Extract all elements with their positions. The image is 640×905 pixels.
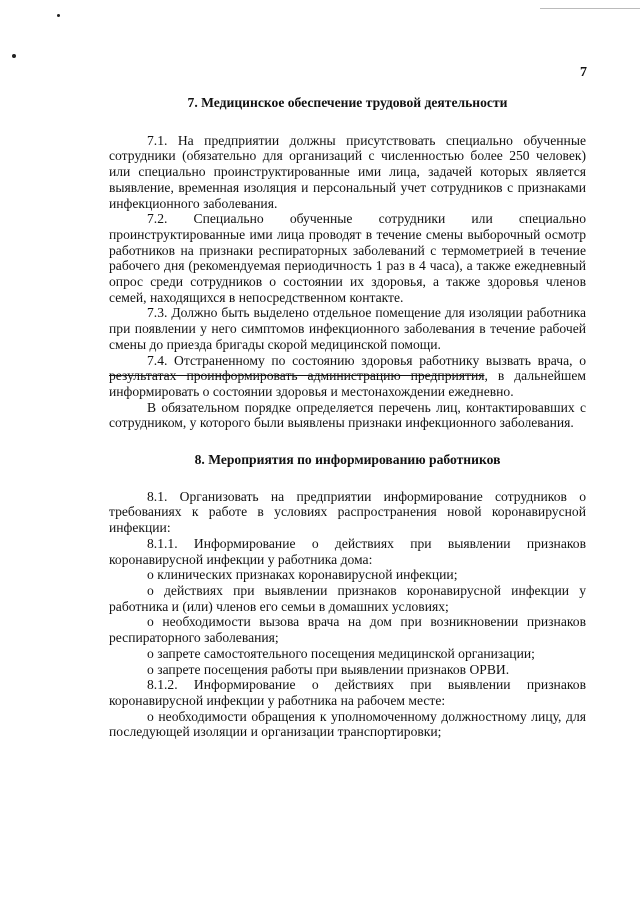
paragraph-8-1: 8.1. Организовать на предприятии информирование сотрудников о требованиях к работе в условиях распространения новой коронавирусной инфекции:: [109, 488, 586, 536]
paragraph-7-2: 7.2. Специально обученные сотрудники или специально проинструктированные ими лица проводят в течение смены выборочный осмотр работников на признаки респираторных заболеваний с термометрией в течение рабочего дня (рекомендуемая периодичность 1 раз в 4 часа), а также ежедневный опрос среди сотрудников о состоянии их здоровья, а также здоровья членов семей, находящихся в непосредственном контакте.: [109, 211, 586, 305]
paragraph-7-4-start: 7.4. Отстраненному по состоянию здоровья работнику вызвать врача, о: [147, 352, 586, 368]
list-item: о клинических признаках коронавирусной инфекции;: [147, 567, 458, 583]
page-number: 7: [580, 65, 587, 80]
paragraph-8-1-2: 8.1.2. Информирование о действиях при выявлении признаков коронавирусной инфекции у работника на рабочем месте:: [109, 677, 586, 708]
paragraph-7-4-end: , в дальнейшем информировать о состоянии здоровья и местонахождении ежедневно.: [109, 368, 586, 399]
paragraph-8-1-1: 8.1.1. Информирование о действиях при выявлении признаков коронавирусной инфекции у работника дома:: [109, 535, 586, 567]
scan-edge-line: [540, 8, 640, 9]
paragraph-7-3: 7.3. Должно быть выделено отдельное помещение для изоляции работника при появлении у него симптомов инфекционного заболевания в течение рабочей смены до приезда бригады скорой медицинской помощи.: [109, 305, 586, 352]
paragraph-7-4: [109, 353, 586, 400]
section-7-title: 7. Медицинское обеспечение трудовой деятельности: [187, 95, 508, 110]
list-item: о необходимости вызова врача на дом при возникновении признаков респираторного заболевания;: [109, 614, 586, 646]
paragraph-7-1: 7.1. На предприятии должны присутствовать специально обученные сотрудники (обязательно для организаций с численностью более 250 человек) или специально проинструктированные ими лица, задачей которых является выявление, временная изоляция и персональный учет сотрудников с признаками инфекционного заболевания.: [109, 132, 586, 211]
list-item: о необходимости обращения к уполномоченному должностному лицу, для последующей изоляции и организации транспортировки;: [109, 708, 586, 740]
document-body: [109, 95, 586, 740]
scan-speck: [57, 14, 60, 17]
section-8-title: 8. Мероприятия по информированию работников: [194, 452, 501, 468]
list-item: о запрете посещения работы при выявлении признаков ОРВИ.: [147, 661, 510, 677]
scan-speck: [12, 54, 16, 58]
list-item: о действиях при выявлении признаков коронавирусной инфекции у работника и (или) членов его семьи в домашних условиях;: [109, 582, 586, 614]
paragraph-7-5: В обязательном порядке определяется перечень лиц, контактировавших с сотрудником, у которого были выявлены признаки инфекционного заболевания.: [109, 399, 586, 431]
list-item: о запрете самостоятельного посещения медицинской организации;: [147, 645, 535, 661]
struck-text: результатах проинформировать администрацию предприятия: [109, 368, 485, 384]
